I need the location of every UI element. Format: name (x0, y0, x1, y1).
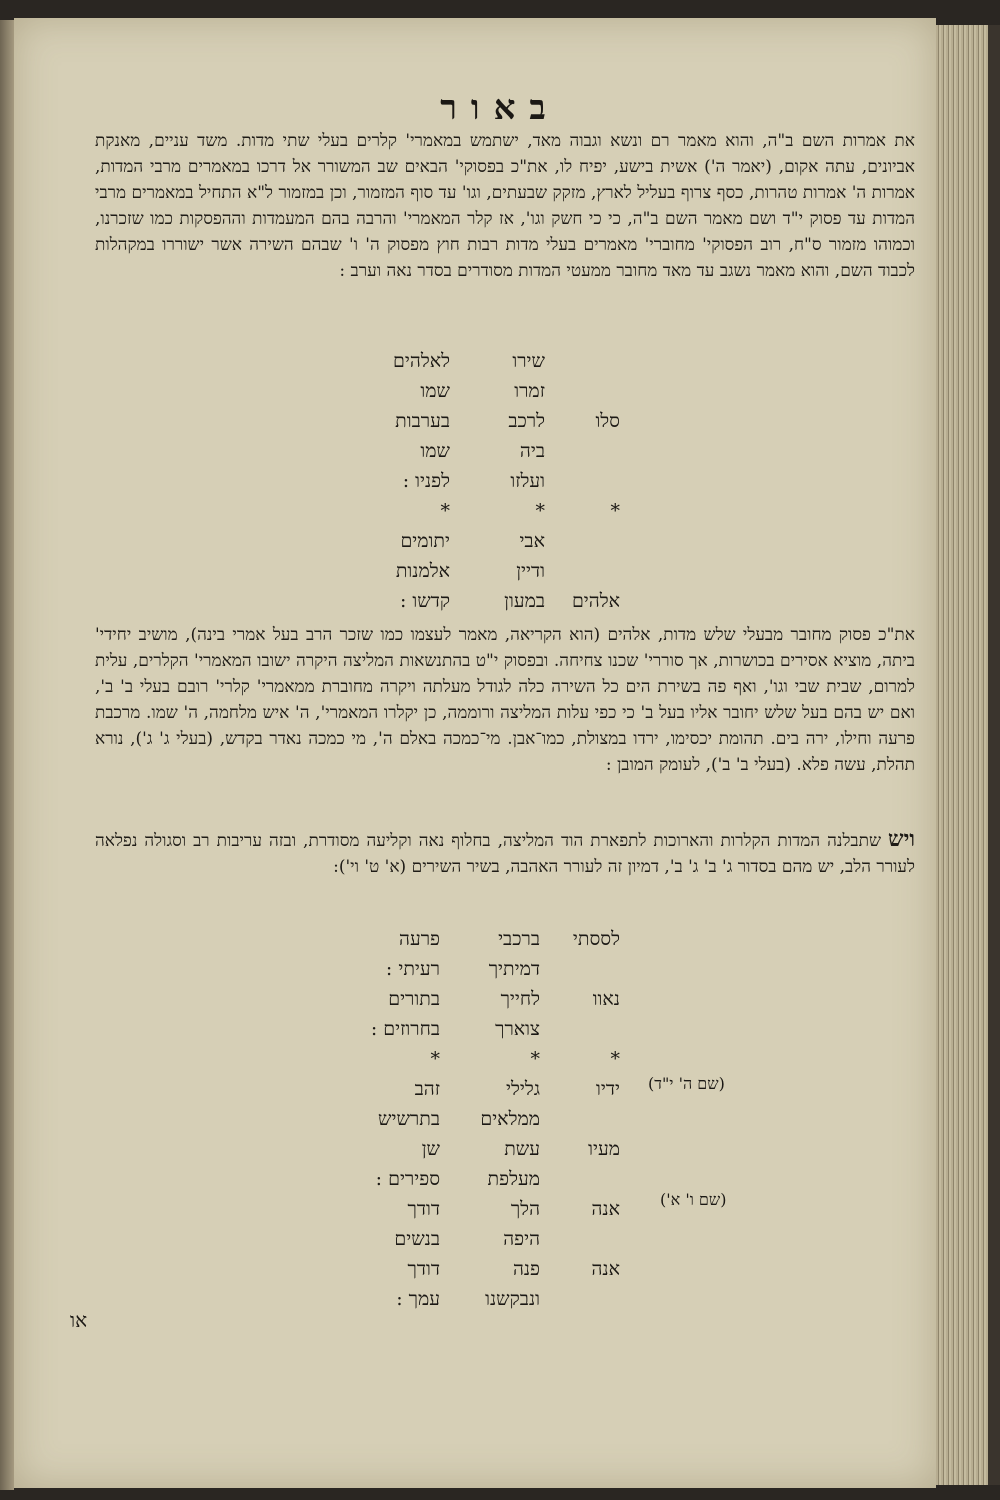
poem-word: יתומים (400, 530, 450, 552)
poem-word: ממלאים (480, 1108, 540, 1130)
poem-line (320, 1168, 620, 1198)
poem-word: * (530, 1048, 540, 1070)
poem-word: דודך (407, 1198, 440, 1220)
catchword: או (70, 1308, 88, 1332)
poem-word: סלו (595, 410, 620, 432)
poem-line (320, 988, 620, 1018)
poem-word: פנה (512, 1258, 540, 1280)
poem-word: ברכבי (498, 928, 540, 950)
reference-note-1: (שם ה' י"ד) (648, 1074, 725, 1093)
paragraph-3-lead: ויש (888, 826, 915, 852)
page-edges (936, 25, 988, 1485)
poem-word: נאוו (592, 988, 620, 1010)
poem-word: לרכב (508, 410, 545, 432)
poem-word: אבי (519, 530, 545, 552)
poem-line (320, 440, 620, 470)
poem-word: * (610, 500, 620, 522)
poem-line (320, 350, 620, 380)
poem-word: אנה (591, 1258, 620, 1280)
poem-word: ביה (519, 440, 545, 462)
paragraph-1: את אמרות השם ב"ה, והוא מאמר רם ונשא וגבוה מאד, ישתמש במאמרי' קלרים בעלי שתי מדות. משד עניים, מאנקת אביונים, עתה אקום, (יאמר ה') אשית בישע, יפיח לו, את"כ בפסוקי' הבאים שב המשורר אל דרכו במאמרים מרבי המדות, אמרות ה' אמרות טהרות, כסף צרוף בעליל לארץ, מזקק שבעתים, וגו' עד סוף המזמור, וכן במזמור ל"א התחיל במאמרים מרבי המדות עד פסוק י"ד ושם מאמר השם ב"ה, כי כי חשק וגו', אז קלר המאמרי' והרבה בהם המעמדות וההפסקות כמו שזכרנו, וכמוהו מזמור ס"ח, רוב הפסוקי' מחוברי' מאמרים בעלי מדות רבות חוץ מפסוק ה' ו' שבהם השירה אשר ישוררו במקהלות לכבוד השם, והוא מאמר נשגב עד מאד מחובר ממעטי המדות מסודרים בסדר נאה וערב : (95, 131, 915, 281)
poem-line (320, 530, 620, 560)
poem-word: ונבקשנו (485, 1288, 540, 1310)
poem-1 (320, 350, 620, 620)
poem-word: ודיין (516, 560, 545, 582)
poem-word: אלהים (571, 590, 620, 612)
poem-line (320, 1078, 620, 1108)
poem-word: פרעה (399, 928, 440, 950)
poem-word: לחייך (500, 988, 540, 1010)
poem-word: אנה (591, 1198, 620, 1220)
poem-word: הלך (510, 1198, 540, 1220)
poem-word: מעלפת (487, 1168, 540, 1190)
poem-word: בתרשיש (378, 1108, 440, 1130)
poem-line (320, 958, 620, 988)
poem-word: * (440, 500, 450, 522)
poem-word: לאלהים (393, 350, 450, 372)
poem-line (320, 470, 620, 500)
poem-word: שן (421, 1138, 440, 1160)
poem-word: בתורים (388, 988, 440, 1010)
poem-word: עשת (504, 1138, 540, 1160)
poem-line (320, 590, 620, 620)
poem-2 (320, 928, 620, 1318)
reference-note-2: (שם ו' א') (660, 1190, 727, 1209)
poem-word: * (535, 500, 545, 522)
poem-line (320, 1138, 620, 1168)
poem-line (320, 928, 620, 958)
poem-line (320, 560, 620, 590)
binding-shadow (988, 25, 1000, 1485)
poem-word: אלמנות (395, 560, 450, 582)
poem-word: זהב (414, 1078, 440, 1100)
poem-word: זמרו (514, 380, 545, 402)
paragraph-3 (95, 826, 915, 880)
poem-line (320, 1288, 620, 1318)
poem-line (320, 1018, 620, 1048)
poem-line (320, 1108, 620, 1138)
poem-word: במעון (504, 590, 545, 612)
poem-line (320, 500, 620, 530)
poem-line (320, 1048, 620, 1078)
facing-page-edge (0, 20, 14, 1490)
poem-line (320, 1198, 620, 1228)
paragraph-3-text: שתבלנה המדות הקלרות והארוכות לתפארת הוד המליצה, בחלוף נאה וקליעה מסודרת, ובזה עריבות רב וסגולה נפלאה לעורר הלב, יש מהם בסדור ג' ב' ג' ב', דמיון זה לעורר האהבה, בשיר השירים (א' ט' וי'): (95, 831, 915, 877)
poem-word: מעיו (588, 1138, 620, 1160)
poem-line (320, 1258, 620, 1288)
poem-word: בחרוזים : (370, 1018, 440, 1040)
paragraph-2: את"כ פסוק מחובר מבעלי שלש מדות, אלהים (הוא הקריאה, מאמר לעצמו כמו שזכר הרב בעל אמרי בינה), מושיב יחידי' ביתה, מוציא אסירים בכושרות, אך סוררי' שכנו צחיחה. ובפסוק י"ט בהתנשאות המליצה היקרה ישובו המאמרי' הקלרים, עלית למרום, שבית שבי וגו', ואף פה בשירת הים כל השירה כלה לגודל מעלתה ויקרה מחוברת ממאמרי' קלרי' רובם בעלי ב' ב', ואם יש בהם בעל שלש יחובר אליו בעל ב' כי כפי עלות המליצה ורוממה, כן יקלרו המאמרי', ה' איש מלחמה, ה' שמו. מרכבת פרעה וחילו, ירה בים. תהומת יכסימו, ירדו במצולת, כמו־אבן. מי־כמכה באלם ה', מי כמכה נאדר בקדש, (בעלי ג' ג'), נורא תהלת, עשה פלא. (בעלי ב' ב'), לעומק המובן : (95, 625, 915, 775)
poem-word: לססתי (572, 928, 620, 950)
poem-word: ספירים : (375, 1168, 440, 1190)
poem-word: קדשו : (399, 590, 450, 612)
poem-word: צוארך (495, 1018, 540, 1040)
poem-word: דמיתיך (488, 958, 540, 980)
poem-word: בערבות (395, 410, 450, 432)
poem-word: ידיו (596, 1078, 620, 1100)
poem-word: * (610, 1048, 620, 1070)
page-title: באור (440, 88, 560, 128)
poem-word: לפניו : (402, 470, 450, 492)
poem-word: היפה (503, 1228, 540, 1250)
poem-word: ועלזו (510, 470, 545, 492)
poem-word: שירו (512, 350, 545, 372)
poem-word: בנשים (394, 1228, 440, 1250)
poem-line (320, 410, 620, 440)
poem-word: שמו (420, 380, 450, 402)
poem-word: שמו (420, 440, 450, 462)
poem-word: * (430, 1048, 440, 1070)
poem-word: רעיתי : (385, 958, 440, 980)
poem-line (320, 1228, 620, 1258)
poem-word: גלילי (505, 1078, 540, 1100)
poem-line (320, 380, 620, 410)
poem-word: דודך (407, 1258, 440, 1280)
poem-word: עמך : (396, 1288, 440, 1310)
